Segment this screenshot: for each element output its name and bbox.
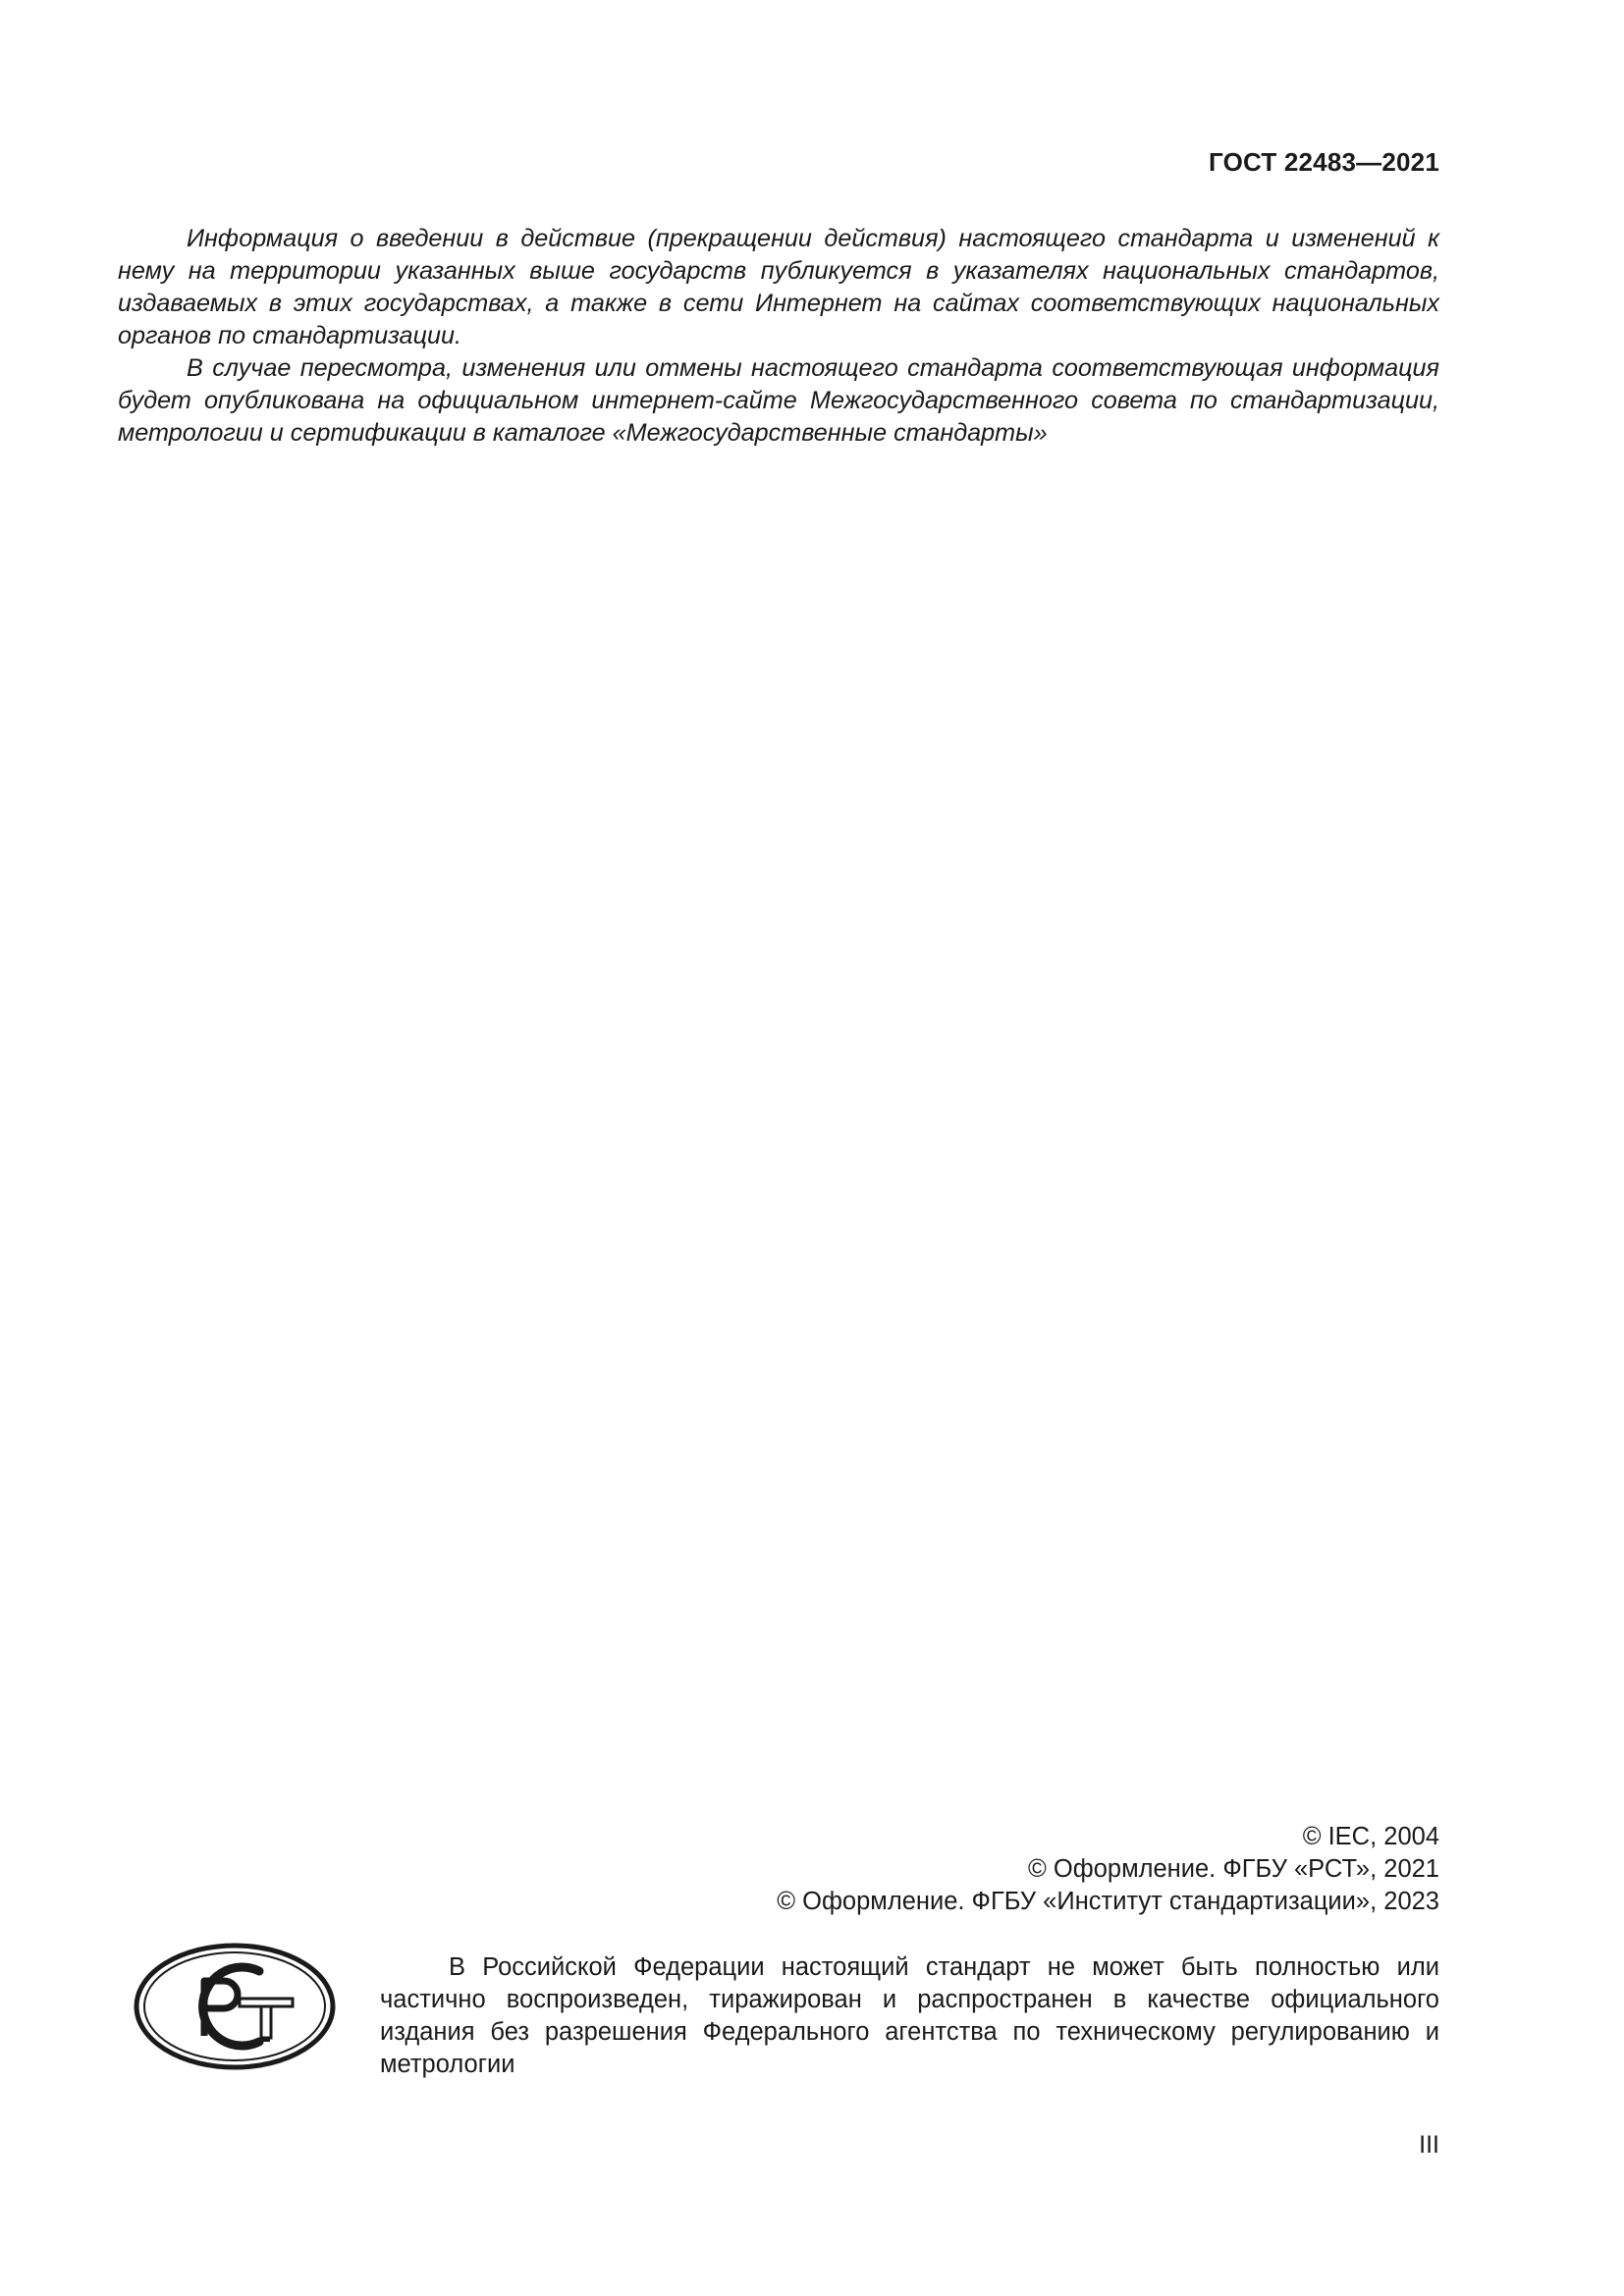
page-number: III [1419, 2131, 1439, 2159]
copyright-rst: © Оформление. ФГБУ «РСТ», 2021 [1028, 1855, 1439, 1883]
copyright-block [777, 1821, 1439, 1918]
rights-note-text: В Российской Федерации настоящий стандарт не может быть полностью или частично воспроизведен, тиражирован и распространен в качестве официального издания без разрешения Федерального агентства по техническому регулированию и метрологии [380, 1953, 1439, 2078]
copyright-institute: © Оформление. ФГБУ «Институт стандартизации», 2023 [777, 1888, 1439, 1915]
rst-certification-mark-icon [134, 1942, 336, 2071]
info-paragraph-publication: Информация о введении в действие (прекращении действия) настоящего стандарта и изменений к нему на территории указанных выше государств публикуется в указателях национальных стандартов, издаваемых в этих государствах, а также в сети Интернет на сайтах соответствующих национальных органов по стандартизации. [118, 225, 1439, 349]
document-code: ГОСТ 22483—2021 [1209, 147, 1439, 177]
info-block [118, 223, 1439, 450]
copyright-iec: © IEC, 2004 [1302, 1823, 1439, 1850]
rights-note [380, 1951, 1439, 2081]
info-paragraph-revision: В случае пересмотра, изменения или отмены настоящего стандарта соответствующая информация будет опубликована на официальном интернет-сайте Межгосударственного совета по стандартизации, метрологии и сертификации в каталоге «Межгосударственные стандарты» [118, 354, 1439, 447]
